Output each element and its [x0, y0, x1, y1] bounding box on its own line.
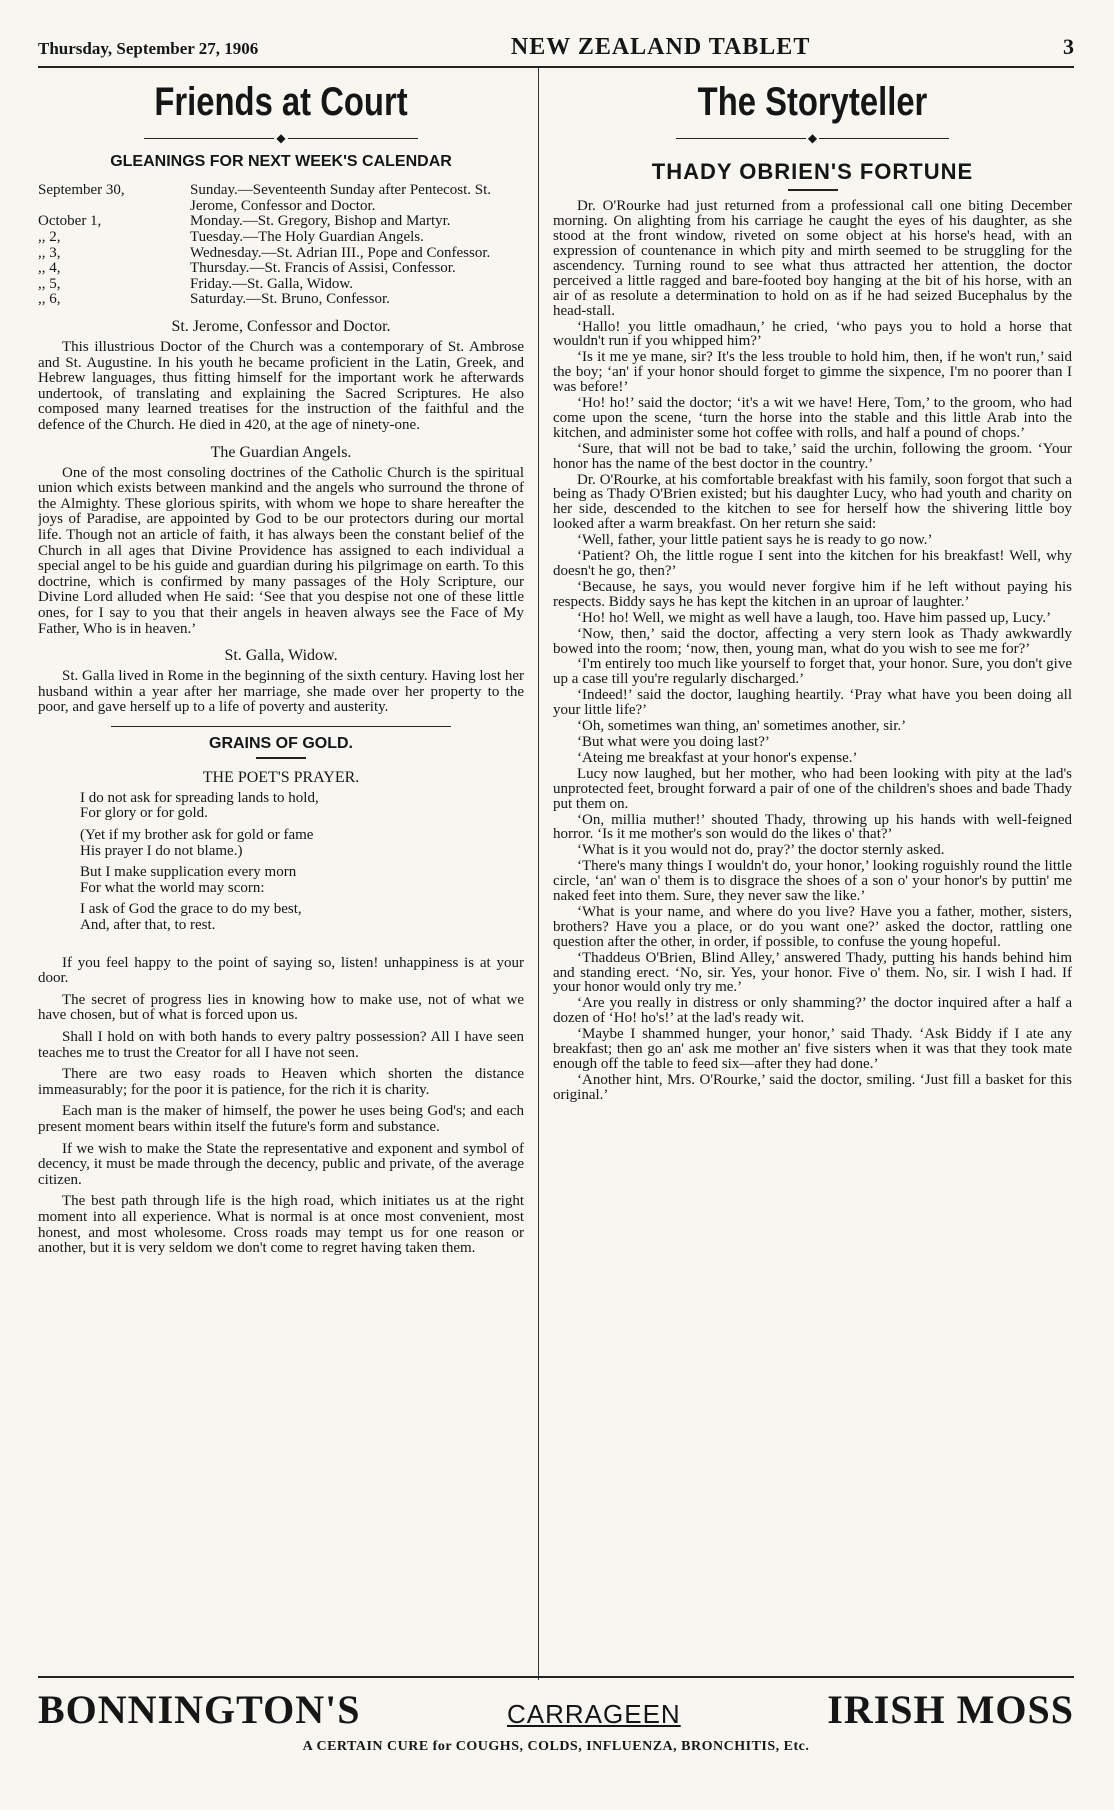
- story-paragraph: Dr. O'Rourke, at his comfortable breakfast with his family, soon forgot that such a being as Thady O'Brien existed; but his daughter Lucy, who had youth and charity on her side, descended to the kitchen to see for herself how the shivering little boy looked after a warm breakfast. On her return she said:: [553, 471, 1072, 533]
- story-paragraph: ‘Patient? Oh, the little rogue I sent into the kitchen for his breakfast! Well, why doesn't he go, then?’: [553, 548, 1072, 579]
- left-column: [38, 68, 538, 1680]
- poem-line: And, after that, to rest.: [80, 917, 216, 934]
- friends-at-court-heading: Friends at Court: [154, 80, 408, 124]
- masthead: [38, 34, 1074, 64]
- short-rule: [256, 757, 306, 759]
- story-text: [553, 199, 1072, 1102]
- right-column: [538, 68, 1072, 1680]
- calendar-text: —St. Gregory, Bishop and Martyr.: [242, 213, 451, 230]
- calendar-day: Saturday.: [190, 291, 247, 308]
- calendar-day: Monday.: [190, 213, 243, 230]
- calendar-row: [38, 246, 524, 262]
- footer-rule: [38, 1676, 1074, 1678]
- poem-title: THE POET'S PRAYER.: [202, 768, 360, 786]
- ad-brand: BONNINGTON'S: [38, 1687, 361, 1732]
- calendar-list: [38, 183, 524, 308]
- calendar-date: ,, 3,: [38, 244, 61, 261]
- section-heading: The Guardian Angels.: [210, 443, 352, 461]
- calendar-entry: [190, 292, 524, 308]
- story-paragraph: ‘Because, he says, you would never forgive him if he left without paying his respects. Biddy says he has kept the kitchen in an uproar of laughter.’: [553, 578, 1072, 610]
- story-paragraph: ‘Sure, that will not be bad to take,’ said the urchin, following the groom. ‘Your honor has the name of the best doctor in the country.’: [553, 440, 1072, 472]
- maxim-paragraph: If you feel happy to the point of saying so, listen! unhappiness is at your door.: [38, 954, 524, 987]
- maxim-paragraph: The secret of progress lies in knowing how to make use, not of what we have chosen, but of what is forced upon us.: [38, 991, 524, 1024]
- calendar-date: ,, 6,: [38, 291, 61, 308]
- calendar-subheading: GLEANINGS FOR NEXT WEEK'S CALENDAR: [110, 153, 452, 171]
- calendar-date: ,, 2,: [38, 229, 61, 246]
- grains-of-gold-heading: GRAINS OF GOLD.: [209, 734, 353, 752]
- story-paragraph: ‘Ho! ho!’ said the doctor; ‘it's a wit we have! Here, Tom,’ to the groom, who had come upon the scene, ‘turn the horse into the stable and this little Arab into the kitchen, and administer some hot coffee with rolls, and half a pound of chops.’: [553, 395, 1072, 441]
- issue-date: Thursday, September 27, 1906: [38, 39, 259, 58]
- story-paragraph: ‘What is it you would not do, pray?’ the doctor sternly asked.: [577, 842, 945, 859]
- calendar-text: —The Holy Guardian Angels.: [243, 229, 424, 246]
- ad-product: CARRAGEEN: [507, 1699, 681, 1729]
- calendar-row: [38, 292, 524, 308]
- calendar-day: Tuesday.: [190, 229, 244, 246]
- story-paragraph: ‘Is it me ye mane, sir? It's the less trouble to hold him, then, if he won't run,’ said the boy; ‘an' if your honor should forget to gimme the sixpence, I'm no poorer than I was before!’: [553, 349, 1072, 396]
- story-paragraph: ‘Ho! ho! Well, we might as well have a laugh, too. Have him passed up, Lucy.’: [577, 609, 1052, 626]
- story-paragraph: ‘Ateing me breakfast at your honor's expense.’: [577, 749, 858, 766]
- story-paragraph: ‘What is your name, and where do you live? Have you a father, mother, sisters, brothers? Have you a place, or do you want one?’ asked the doctor, rattling one question after the other, in order, if possible, to confuse the young hopeful.: [553, 903, 1072, 950]
- calendar-date: October 1,: [38, 213, 102, 230]
- story-paragraph: Dr. O'Rourke had just returned from a professional call one biting December morning. On alighting from his carriage he caught the eyes of his daughter, as she stood at the front window, riveted on some object at his horse's head, with an expression of countenance in which pity and mirth seemed to be struggling for the ascendency. Turning round to see what thus attracted her attention, the doctor perceived a little ragged and bare-footed boy hanging at the bit of his horse, with an air of as resolute a determination to hold on as if he had seized Bucephalus by the head-stall.: [553, 198, 1072, 319]
- story-paragraph: ‘Another hint, Mrs. O'Rourke,’ said the doctor, smiling. ‘Just fill a basket for this original.’: [553, 1071, 1072, 1103]
- calendar-entry: [190, 277, 524, 293]
- calendar-day: Sunday.: [190, 182, 238, 199]
- short-rule: [788, 189, 838, 191]
- calendar-day: Friday.: [190, 275, 232, 292]
- section-heading: St. Jerome, Confessor and Doctor.: [171, 318, 391, 335]
- poem-stanza: [80, 791, 524, 822]
- story-paragraph: ‘Now, then,’ said the doctor, affecting a very stern look as Thady awkwardly bowed into the room; ‘now, then, young man, what do you wish to see me for?’: [553, 625, 1072, 657]
- calendar-day: Wednesday.: [190, 244, 262, 261]
- poem-line: I do not ask for spreading lands to hold,: [80, 789, 319, 806]
- calendar-entry: [190, 230, 524, 246]
- poem-line: For glory or for gold.: [80, 805, 208, 822]
- paper-title: NEW ZEALAND TABLET: [510, 34, 811, 60]
- calendar-text: —Seventeenth Sunday after Pentecost. St. Jerome, Confessor and Doctor.: [190, 182, 492, 214]
- calendar-entry: [190, 261, 524, 277]
- ad-banner: [38, 1686, 1074, 1733]
- story-paragraph: ‘I'm entirely too much like yourself to forget that, your honor. Sure, you don't give up a case till you're regularly discharged.’: [553, 656, 1072, 688]
- calendar-date: ,, 4,: [38, 260, 61, 277]
- story-paragraph: ‘Hallo! you little omadhaun,’ he cried, ‘who pays you to hold a horse that wouldn't run if you whipped him?’: [553, 318, 1072, 350]
- story-title: THADY OBRIEN'S FORTUNE: [651, 159, 974, 185]
- calendar-text: —St. Galla, Widow.: [231, 275, 354, 292]
- calendar-row: [38, 277, 524, 293]
- calendar-entry: [190, 246, 524, 262]
- poem-stanza: [80, 902, 524, 933]
- story-paragraph: ‘On, millia muther!’ shouted Thady, throwing up his hands with well-feigned horror. ‘Is it me mother's son would do the likes o' that?’: [553, 811, 1072, 843]
- columns: [38, 68, 1074, 1680]
- advertisement: [38, 1676, 1074, 1755]
- story-paragraph: ‘Are you really in distress or only shamming?’ the doctor inquired after a half a dozen of ‘Ho! ho's!’ at the lad's ready wit.: [553, 995, 1072, 1027]
- poem-line: (Yet if my brother ask for gold or fame: [80, 827, 314, 844]
- poem-line: I ask of God the grace to do my best,: [80, 901, 302, 918]
- calendar-entry: [190, 214, 524, 230]
- saints-sections: [38, 318, 524, 716]
- maxim-paragraph: Shall I hold on with both hands to every paltry possession? All I have seen teaches me to trust the Creator for all I have not seen.: [38, 1029, 524, 1061]
- story-paragraph: ‘Maybe I shammed hunger, your honor,’ said Thady. ‘Ask Biddy if I ate any breakfast; then go an' ask me mother an' five sisters when it was that they took mate enough off the table to feed six—after they had done.’: [553, 1026, 1072, 1072]
- poem-line: For what the world may scorn:: [80, 879, 265, 896]
- story-paragraph: Lucy now laughed, but her mother, who had been looking with pity at the lad's unprotected feet, brought forward a pair of one of the children's shoes and bade Thady put them on.: [553, 765, 1072, 812]
- maxim-paragraph: There are two easy roads to Heaven which shorten the distance immeasurably; for the poor it is patience, for the rich it is charity.: [38, 1066, 524, 1098]
- ad-tagline: A CERTAIN CURE for COUGHS, COLDS, INFLUENZA, BRONCHITIS, Etc.: [302, 1739, 810, 1754]
- poem: [80, 791, 524, 934]
- ad-product-name: IRISH MOSS: [827, 1687, 1074, 1732]
- section-divider: [111, 726, 451, 727]
- ornament-divider: ◆: [553, 130, 1072, 145]
- story-paragraph: ‘Thaddeus O'Brien, Blind Alley,’ answered Thady, putting his hands behind him and standing erect. ‘No, sir. Yes, your honor. Five o' them. No, sir. I wish I had. If your honor would only try me.’: [553, 949, 1072, 996]
- poem-line: But I make supplication every morn: [80, 864, 297, 881]
- maxim-paragraph: Each man is the maker of himself, the power he uses being God's; and each present moment bears within itself the future's form and substance.: [38, 1103, 524, 1135]
- poem-stanza: [80, 828, 524, 859]
- calendar-entry: [190, 183, 524, 214]
- calendar-row: [38, 230, 524, 246]
- page-number: 3: [1062, 34, 1074, 59]
- calendar-date: ,, 5,: [38, 275, 61, 292]
- paragraph: St. Galla lived in Rome in the beginning of the sixth century. Having lost her husband within a year after her marriage, she made over her property to the poor, and gave herself up to a life of poverty and austerity.: [38, 668, 524, 716]
- maxim-paragraph: If we wish to make the State the representative and exponent and symbol of decency, it must be made through the decency, public and private, of the average citizen.: [38, 1140, 524, 1188]
- story-paragraph: ‘But what were you doing last?’: [577, 733, 770, 750]
- calendar-date: September 30,: [38, 182, 125, 199]
- grains-paragraphs: [38, 956, 524, 1257]
- calendar-text: —St. Adrian III., Pope and Confessor.: [261, 244, 491, 261]
- calendar-text: —St. Bruno, Confessor.: [246, 291, 390, 308]
- calendar-row: [38, 183, 524, 214]
- poem-line: His prayer I do not blame.): [80, 842, 243, 859]
- calendar-row: [38, 214, 524, 230]
- story-paragraph: ‘Oh, sometimes wan thing, an' sometimes another, sir.’: [577, 718, 907, 735]
- calendar-text: —St. Francis of Assisi, Confessor.: [249, 260, 456, 277]
- story-paragraph: ‘Well, father, your little patient says he is ready to go now.’: [577, 532, 933, 549]
- storyteller-heading: The Storyteller: [697, 80, 928, 124]
- calendar-row: [38, 261, 524, 277]
- section-heading: St. Galla, Widow.: [224, 647, 338, 665]
- story-paragraph: ‘There's many things I wouldn't do, your honor,’ looking roguishly round the little circle, ‘an' wan o' them is to disgrace the shoes of a son o' your honor's by puttin' me naked feet into them. Sure, they never saw the like.’: [553, 858, 1072, 905]
- calendar-day: Thursday.: [190, 260, 250, 277]
- poem-stanza: [80, 865, 524, 896]
- paragraph: This illustrious Doctor of the Church was a contemporary of St. Ambrose and St. Augustine. In his youth he became proficient in the Latin, Greek, and Hebrew languages, thus fitting himself for the important work he afterwards undertook, of translating and explaining the Sacred Scriptures. He also composed many learned treatises for the instruction of the faithful and the defence of the Church. He died in 420, at the age of ninety-one.: [38, 339, 524, 433]
- maxim-paragraph: The best path through life is the high road, which initiates us at the right moment into all experience. What is normal is at once most convenient, most honest, and most wholesome. Cross roads may tempt us for one reason or another, but it is very seldom we don't come to regret having taken them.: [38, 1193, 524, 1257]
- paragraph: One of the most consoling doctrines of the Catholic Church is the spiritual union which exists between mankind and the angels who surround the throne of the Almighty. These glorious spirits, with whom we hope to share hereafter the joys of Paradise, are appointed by God to be our protectors during our mortal life. Though not an article of faith, it has always been the constant belief of the Church in all ages that Divine Providence has assigned to each individual a special angel to be his guide and guardian during his pilgrimage on earth. To this doctrine, which is confirmed by many passages of the Holy Scripture, our Divine Lord alluded when He said: ‘See that you despise not one of these little ones, for I say to you that their angels in heaven always see the Face of My Father, Who is in heaven.’: [38, 464, 524, 637]
- story-paragraph: ‘Indeed!’ said the doctor, laughing heartily. ‘Pray what have you been doing all your little life?’: [553, 687, 1072, 719]
- ornament-divider: ◆: [38, 130, 524, 145]
